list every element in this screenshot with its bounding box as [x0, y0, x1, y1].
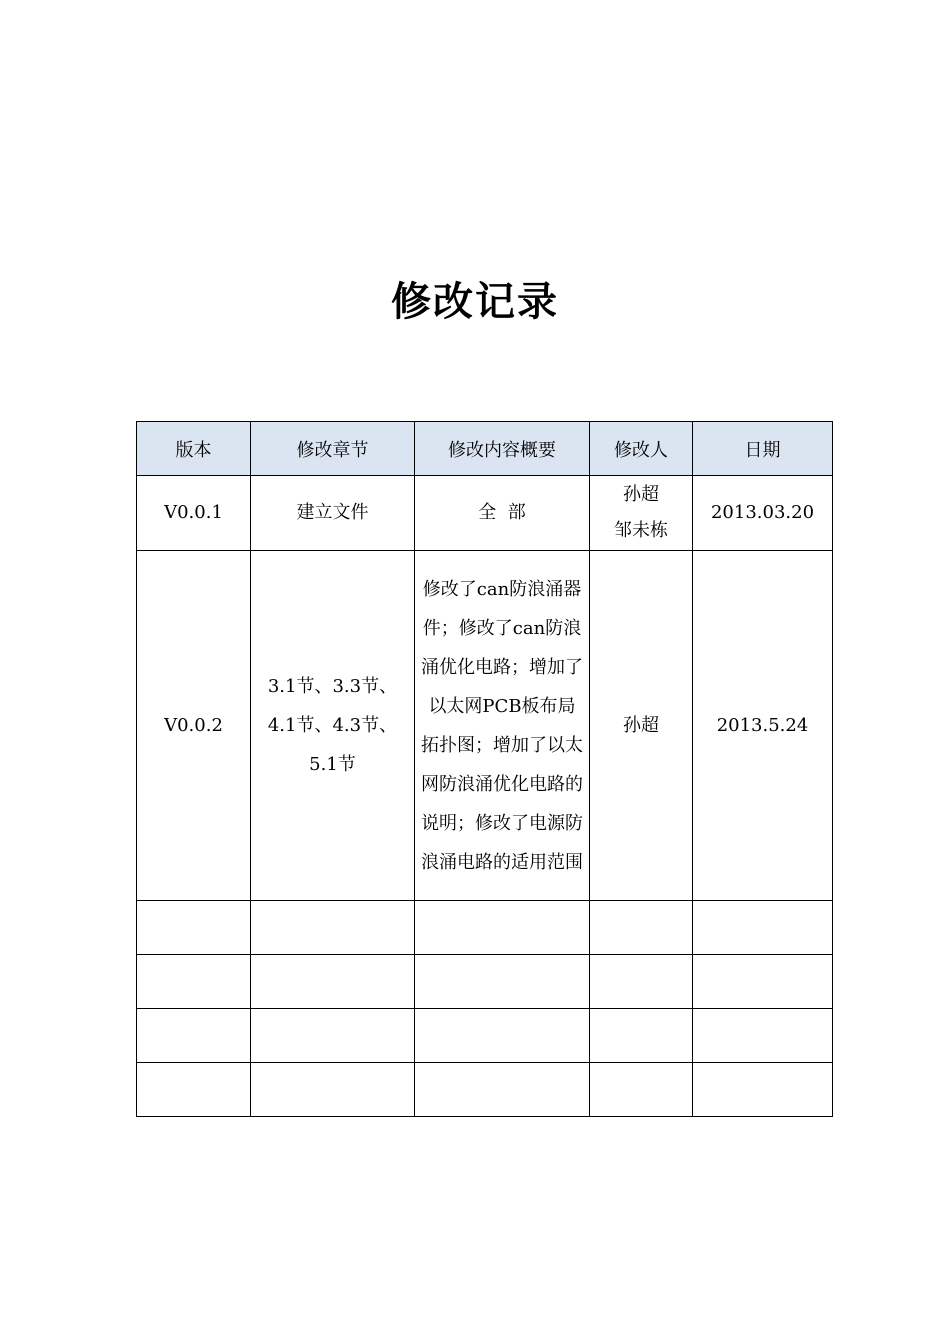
empty-cell	[693, 901, 833, 955]
empty-cell	[590, 1009, 693, 1063]
header-date: 日期	[693, 422, 833, 476]
empty-cell	[693, 1063, 833, 1117]
empty-cell	[590, 901, 693, 955]
cell-section: 3.1节、3.3节、4.1节、4.3节、5.1节	[251, 551, 415, 901]
cell-summary: 修改了can防浪涌器件；修改了can防浪涌优化电路；增加了以太网PCB板布局拓扑图；增加了以太网防浪涌优化电路的说明；修改了电源防浪涌电路的适用范围	[415, 551, 590, 901]
empty-cell	[415, 1009, 590, 1063]
cell-author: 孙超 邹未栋	[590, 476, 693, 551]
empty-cell	[137, 955, 251, 1009]
cell-section: 建立文件	[251, 476, 415, 551]
table-row	[137, 476, 833, 551]
empty-cell	[137, 901, 251, 955]
cell-version: V0.0.1	[137, 476, 251, 551]
empty-cell	[415, 955, 590, 1009]
empty-cell	[590, 1063, 693, 1117]
table-row-empty	[137, 1063, 833, 1117]
header-summary: 修改内容概要	[415, 422, 590, 476]
header-author: 修改人	[590, 422, 693, 476]
empty-cell	[693, 955, 833, 1009]
cell-date: 2013.5.24	[693, 551, 833, 901]
header-section: 修改章节	[251, 422, 415, 476]
empty-cell	[590, 955, 693, 1009]
header-version: 版本	[137, 422, 251, 476]
table-row-empty	[137, 901, 833, 955]
table-row-empty	[137, 1009, 833, 1063]
cell-version: V0.0.2	[137, 551, 251, 901]
empty-cell	[251, 1009, 415, 1063]
empty-cell	[251, 1063, 415, 1117]
empty-cell	[415, 1063, 590, 1117]
revision-table	[136, 421, 833, 1117]
empty-cell	[137, 1063, 251, 1117]
empty-cell	[137, 1009, 251, 1063]
cell-author: 孙超	[590, 551, 693, 901]
empty-cell	[251, 955, 415, 1009]
cell-date: 2013.03.20	[693, 476, 833, 551]
cell-summary: 全 部	[415, 476, 590, 551]
table-row-empty	[137, 955, 833, 1009]
table-header-row	[137, 422, 833, 476]
empty-cell	[415, 901, 590, 955]
empty-cell	[251, 901, 415, 955]
table-row	[137, 551, 833, 901]
empty-cell	[693, 1009, 833, 1063]
page-title: 修改记录	[391, 279, 559, 325]
